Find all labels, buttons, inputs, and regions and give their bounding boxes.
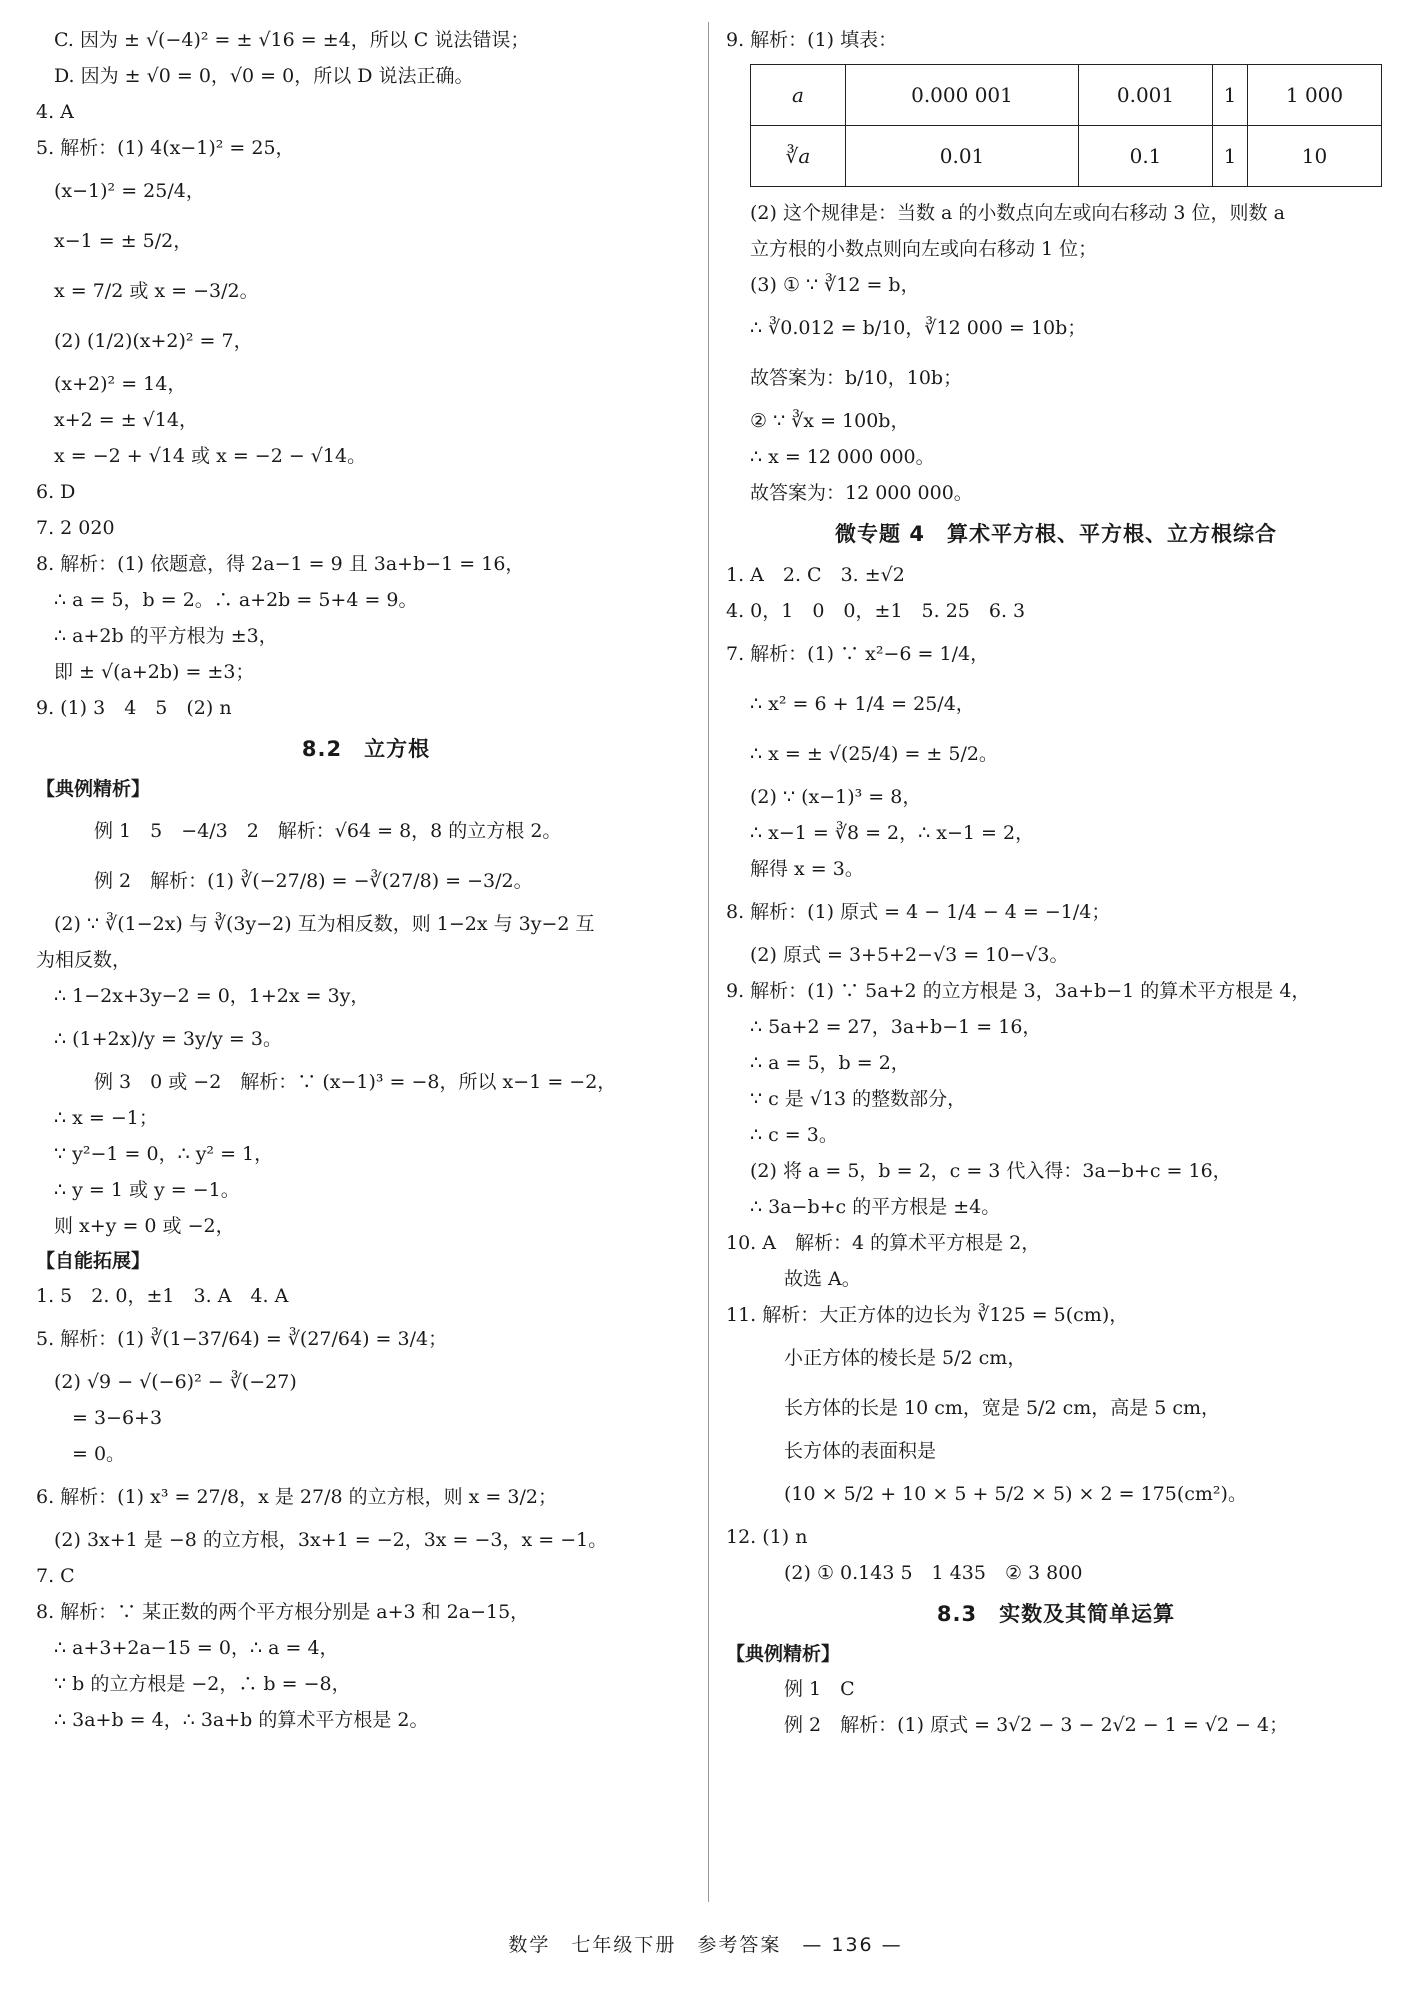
answer-line: 故答案为：12 000 000。 (750, 482, 973, 504)
answer-line: ∴ 3a+b = 4，∴ 3a+b 的算术平方根是 2。 (54, 1709, 429, 1731)
answer-line: ∴ ∛0.012 = b/10，∛12 000 = 10b； (750, 317, 1087, 339)
left-column (36, 22, 696, 1738)
subsection-label: 【自能拓展】 (36, 1250, 151, 1272)
answer-line: 1. A 2. C 3. ±√2 (726, 564, 905, 586)
answer-line: x = −2 + √14 或 x = −2 − √14。 (54, 445, 367, 467)
right-column (726, 22, 1386, 1743)
answer-line: 4. A (36, 101, 74, 123)
answer-line: 6. 解析：(1) x³ = 27/8，x 是 27/8 的立方根，则 x = 3/2； (36, 1486, 557, 1508)
answer-line: ∴ x = ± √(25/4) = ± 5/2。 (750, 743, 998, 765)
answer-line: ∴ 3a−b+c 的平方根是 ±4。 (750, 1196, 1001, 1218)
answer-line: (2) 原式 = 3+5+2−√3 = 10−√3。 (750, 944, 1069, 966)
answer-line: 9. 解析：(1) ∵ 5a+2 的立方根是 3，3a+b−1 的算术平方根是 4， (726, 980, 1311, 1002)
table-cell: 10 (1247, 126, 1381, 187)
answer-line: (2) ∵ ∛(1−2x) 与 ∛(3y−2) 互为相反数，则 1−2x 与 3y−2 互 (54, 913, 595, 935)
answer-line: (2) ① 0.143 5 1 435 ② 3 800 (784, 1562, 1083, 1584)
answer-line: 解得 x = 3。 (750, 858, 864, 880)
answer-line: (2) 这个规律是：当数 a 的小数点向左或向右移动 3 位，则数 a (750, 202, 1285, 224)
answer-line: ∴ c = 3。 (750, 1124, 838, 1146)
answer-line: 11. 解析：大正方体的边长为 ∛125 = 5(cm)， (726, 1304, 1129, 1326)
section-heading: 8.2 立方根 (301, 737, 431, 761)
table-cell: 0.001 (1079, 65, 1213, 126)
answer-line: ∴ x = −1； (54, 1107, 158, 1129)
answer-line: x−1 = ± 5/2， (54, 230, 193, 252)
answer-line: (2) (1/2)(x+2)² = 7， (54, 330, 253, 352)
cube-root-table (750, 64, 1382, 187)
table-cell: 1 000 (1247, 65, 1381, 126)
table-cell: 1 (1213, 65, 1248, 126)
answer-line: ∴ a+3+2a−15 = 0，∴ a = 4， (54, 1637, 339, 1659)
answer-line: C. 因为 ± √(−4)² = ± √16 = ±4，所以 C 说法错误； (54, 29, 530, 51)
answer-line: 例 3 0 或 −2 解析：∵ (x−1)³ = −8，所以 x−1 = −2， (94, 1071, 617, 1093)
table-cell: 0.01 (846, 126, 1079, 187)
answer-line: 故答案为：b/10，10b； (750, 367, 963, 389)
right-main-lines (726, 195, 1386, 1743)
answer-line: ∵ y²−1 = 0，∴ y² = 1， (54, 1143, 274, 1165)
answer-line: 故选 A。 (784, 1268, 861, 1290)
answer-line: 7. 解析：(1) ∵ x²−6 = 1/4， (726, 643, 990, 665)
table-cell: 1 (1213, 126, 1248, 187)
answer-line: (3) ① ∵ ∛12 = b， (750, 274, 920, 296)
table-cell: 0.000 001 (846, 65, 1079, 126)
subsection-label: 【典例精析】 (36, 778, 151, 800)
answer-line: 10. A 解析：4 的算术平方根是 2， (726, 1232, 1041, 1254)
answer-line: (10 × 5/2 + 10 × 5 + 5/2 × 5) × 2 = 175(cm²)。 (784, 1483, 1247, 1505)
answer-line: 9. (1) 3 4 5 (2) n (36, 697, 232, 719)
answer-line: 1. 5 2. 0，±1 3. A 4. A (36, 1285, 289, 1307)
table-row (751, 126, 1382, 187)
answer-line: 9. 解析：(1) 填表： (726, 29, 898, 51)
answer-line: = 0。 (72, 1443, 126, 1465)
answer-line: D. 因为 ± √0 = 0，√0 = 0，所以 D 说法正确。 (54, 65, 474, 87)
answer-line: (x−1)² = 25/4， (54, 180, 205, 202)
answer-line: 例 2 解析：(1) 原式 = 3√2 − 3 − 2√2 − 1 = √2 − 4； (784, 1714, 1289, 1736)
answer-line: 7. 2 020 (36, 517, 115, 539)
page-footer: 数学 七年级下册 参考答案 — 136 — (508, 1934, 903, 1956)
answer-line: ∵ b 的立方根是 −2，∴ b = −8， (54, 1673, 351, 1695)
answer-line: (2) 3x+1 是 −8 的立方根，3x+1 = −2，3x = −3，x = −1。 (54, 1529, 608, 1551)
answer-line: ∴ (1+2x)/y = 3y/y = 3。 (54, 1028, 282, 1050)
answer-line: x = 7/2 或 x = −3/2。 (54, 280, 259, 302)
answer-line: 8. 解析：(1) 原式 = 4 − 1/4 − 4 = −1/4； (726, 901, 1111, 923)
answer-line: ∴ 5a+2 = 27，3a+b−1 = 16， (750, 1016, 1042, 1038)
answer-line: 4. 0，1 0 0，±1 5. 25 6. 3 (726, 600, 1026, 622)
answer-line: 5. 解析：(1) ∛(1−37/64) = ∛(27/64) = 3/4； (36, 1328, 448, 1350)
answer-line: (2) 将 a = 5，b = 2，c = 3 代入得：3a−b+c = 16， (750, 1160, 1232, 1182)
answer-line: 例 2 解析：(1) ∛(−27/8) = −∛(27/8) = −3/2。 (94, 870, 533, 892)
answer-line: ② ∵ ∛x = 100b， (750, 410, 910, 432)
answer-line: ∴ a = 5，b = 2。∴ a+2b = 5+4 = 9。 (54, 589, 418, 611)
answer-line: 7. C (36, 1565, 75, 1587)
answer-line: = 3−6+3 (72, 1407, 163, 1429)
table-cell: ∛a (751, 126, 846, 187)
answer-line: 12. (1) n (726, 1526, 808, 1548)
answer-line: 例 1 C (784, 1678, 855, 1700)
right-top-lines (726, 22, 1386, 58)
answer-line: ∴ a = 5，b = 2， (750, 1052, 910, 1074)
answer-line: 8. 解析：(1) 依题意，得 2a−1 = 9 且 3a+b−1 = 16， (36, 553, 525, 575)
answer-line: 即 ± √(a+2b) = ±3； (54, 661, 255, 683)
section-heading: 8.3 实数及其简单运算 (936, 1602, 1176, 1626)
answer-line: ∴ x = 12 000 000。 (750, 446, 935, 468)
answer-line: (2) √9 − √(−6)² − ∛(−27) (54, 1371, 297, 1393)
answer-line: 8. 解析：∵ 某正数的两个平方根分别是 a+3 和 2a−15， (36, 1601, 530, 1623)
section-heading: 微专题 4 算术平方根、平方根、立方根综合 (835, 522, 1277, 546)
answer-line: 5. 解析：(1) 4(x−1)² = 25， (36, 137, 295, 159)
table-row (751, 65, 1382, 126)
answer-line: (2) ∵ (x−1)³ = 8， (750, 786, 922, 808)
answer-line: ∴ a+2b 的平方根为 ±3， (54, 625, 278, 647)
subsection-label: 【典例精析】 (726, 1643, 841, 1665)
answer-line: 立方根的小数点则向左或向右移动 1 位； (750, 238, 1098, 260)
answer-line: ∴ x² = 6 + 1/4 = 25/4， (750, 693, 975, 715)
answer-line: ∵ c 是 √13 的整数部分， (750, 1088, 967, 1110)
answer-line: ∴ y = 1 或 y = −1。 (54, 1179, 240, 1201)
answer-line: 长方体的长是 10 cm，宽是 5/2 cm，高是 5 cm， (784, 1397, 1221, 1419)
table-cell: a (751, 65, 846, 126)
answer-line: x+2 = ± √14， (54, 409, 198, 431)
answer-line: ∴ x−1 = ∛8 = 2，∴ x−1 = 2， (750, 822, 1035, 844)
column-divider (708, 22, 709, 1902)
answer-line: 小正方体的棱长是 5/2 cm， (784, 1347, 1027, 1369)
answer-line: 则 x+y = 0 或 −2， (54, 1215, 235, 1237)
answer-line: (x+2)² = 14， (54, 373, 187, 395)
answer-line: 长方体的表面积是 (784, 1440, 937, 1462)
answer-line: 6. D (36, 481, 76, 503)
answer-line: 例 1 5 −4/3 2 解析：√64 = 8，8 的立方根 2。 (94, 820, 562, 842)
answer-line: ∴ 1−2x+3y−2 = 0，1+2x = 3y， (54, 985, 370, 1007)
answer-line: 为相反数， (36, 949, 132, 971)
table-cell: 0.1 (1079, 126, 1213, 187)
